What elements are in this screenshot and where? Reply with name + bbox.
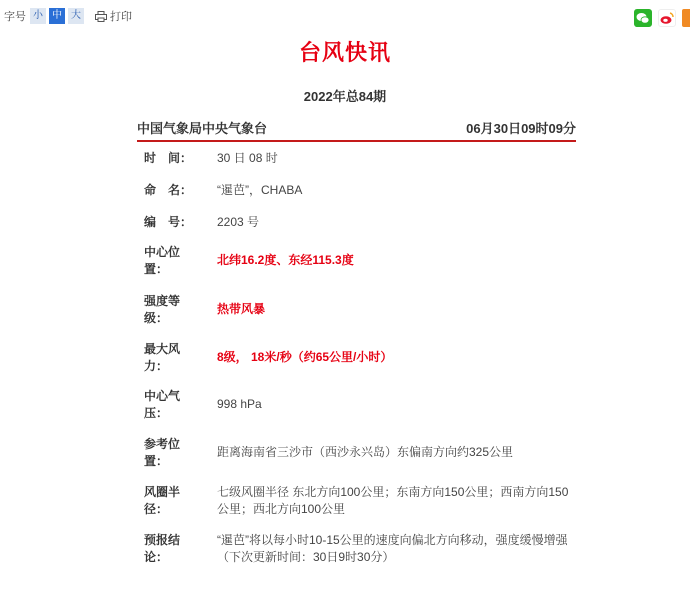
row-value: 距离海南省三沙市（西沙永兴岛）东偏南方向约325公里	[217, 445, 514, 459]
row-value: 七级风圈半径 东北方向100公里；东南方向150公里；西南方向150公里；西北方向100公里	[217, 485, 569, 516]
article-meta	[137, 118, 576, 137]
font-size-small-button[interactable]: 小	[30, 8, 46, 24]
row-key: 时 间：	[144, 151, 193, 165]
publish-datetime: 06月30日09时09分	[466, 121, 576, 136]
row-value: 998 hPa	[217, 397, 262, 411]
row-value: 热带风暴	[217, 302, 266, 316]
row-value: 8级， 18米/秒（约65公里/小时）	[217, 350, 393, 364]
rss-icon[interactable]	[682, 9, 690, 27]
row-key: 最大风力：	[144, 342, 181, 373]
row-value: “暹芭”将以每小时10-15公里的速度向偏北方向移动，强度缓慢增强 （下次更新时间：30日9时30分）	[217, 533, 568, 564]
font-size-toolbar	[0, 6, 132, 26]
font-size-large-button[interactable]: 大	[68, 8, 84, 24]
weibo-icon[interactable]	[658, 9, 676, 27]
row-key: 强度等级：	[144, 294, 181, 325]
row-key: 风圈半径：	[144, 485, 181, 516]
wechat-icon[interactable]	[634, 9, 652, 27]
print-button[interactable]	[95, 8, 132, 24]
source-agency: 中国气象局中央气象台	[137, 121, 268, 136]
font-size-label: 字号	[4, 11, 26, 23]
row-key: 命 名：	[144, 183, 193, 197]
row-key: 参考位置：	[144, 437, 181, 468]
row-key: 中心位置：	[144, 245, 181, 276]
issue-number: 2022年总84期	[303, 89, 387, 104]
row-key: 预报结论：	[144, 533, 181, 564]
row-value: 2203 号	[217, 215, 260, 229]
printer-icon	[95, 11, 107, 22]
row-value: “暹芭”，CHABA	[217, 183, 303, 197]
share-bar	[628, 9, 690, 27]
row-value: 30 日 08 时	[217, 151, 278, 165]
font-size-medium-button[interactable]: 中	[49, 8, 65, 24]
row-key: 中心气压：	[144, 389, 181, 420]
row-value: 北纬16.2度、东经115.3度	[217, 253, 354, 267]
header-divider	[137, 140, 576, 142]
page-title: 台风快讯	[298, 40, 391, 65]
print-label: 打印	[110, 11, 132, 23]
row-key: 编 号：	[144, 215, 193, 229]
